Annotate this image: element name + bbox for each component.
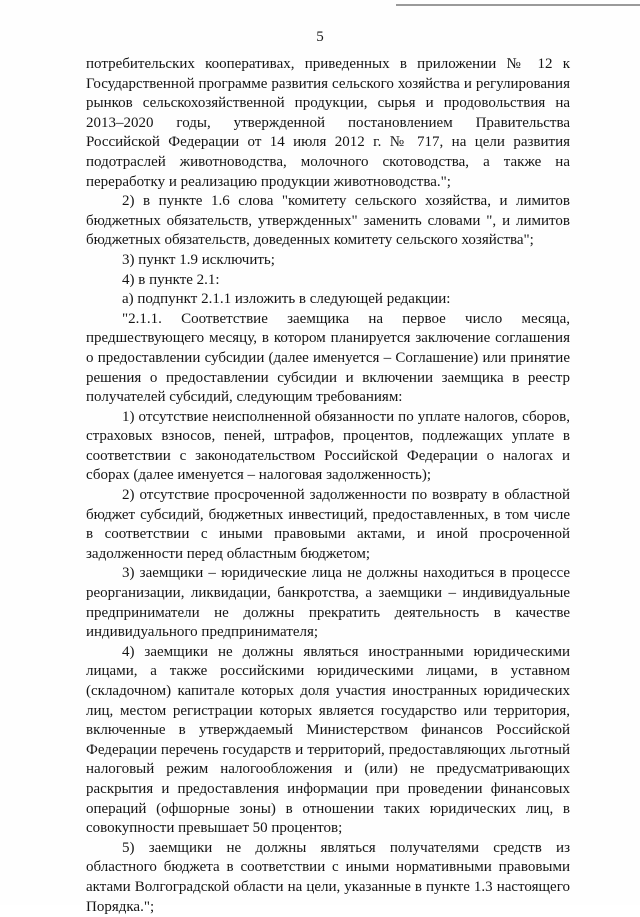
top-edge-line <box>396 4 640 6</box>
paragraph-requirement-1: 1) отсутствие неисполненной обязанности по уплате налогов, сборов, страховых взносов, пеней, штрафов, процентов, подлежащих уплате в соответствии с законодательством Российской Федерации о налогах и сборах (далее именуется – налоговая задолженность); <box>86 408 570 484</box>
paragraph-requirement-2: 2) отсутствие просроченной задолженности по возврату в областной бюджет субсидий, бюджетных инвестиций, предоставленных, в том числе в соответствии с иными правовыми актами, и иной просроченной задолженности перед областным бюджетом; <box>86 487 570 562</box>
paragraph-requirement-4: 4) заемщики не должны являться иностранными юридическими лицами, а также российскими юридическими лицами, в уставном (складочном) капитале которых доля участия иностранных юридических лиц, местом регистрации которых является государство или территория, включенные в утверждаемый Министерством финансов Российской Федерации перечень государств и территорий, предоставляющих льготный налоговый режим налогообложения и (или) не предусматривающих раскрытия и предоставления информации при проведении финансовых операций (офшорные зоны) в отношении таких юридических лиц, в совокупности превышает 50 процентов; <box>86 643 570 837</box>
paragraph-requirement-3: 3) заемщики – юридические лица не должны находиться в процессе реорганизации, ликвидации, банкротства, а заемщики – индивидуальные предприниматели не должны прекратить деятельность в качестве индивидуального предпринимателя; <box>86 565 570 641</box>
paragraph-item-2: 2) в пункте 1.6 слова "комитету сельского хозяйства, и лимитов бюджетных обязательств, утвержденных" заменить словами ", и лимитов бюджетных обязательств, доведенных комитету сельского хозяйства"; <box>86 193 570 249</box>
paragraph-requirement-5: 5) заемщики не должны являться получателями средств из областного бюджета в соответствии с иными нормативными правовыми актами Волгоградской области на цели, указанные в пункте 1.3 настоящего Порядка."; <box>86 839 570 915</box>
paragraph-item-3: 3) пункт 1.9 исключить; <box>122 251 275 268</box>
page-number: 5 <box>316 29 324 45</box>
paragraph-item-4: 4) в пункте 2.1: <box>122 271 220 288</box>
document-body <box>86 55 570 917</box>
paragraph-clause-2-1-1: "2.1.1. Соответствие заемщика на первое число месяца, предшествующего месяцу, в котором планируется заключение соглашения о предоставлении субсидии (далее именуется – Соглашение) или принятие решения о предоставлении субсидии и включении заемщика в реестр получателей субсидий, следующим требованиям: <box>86 310 570 406</box>
paragraph-subitem-a: а) подпункт 2.1.1 изложить в следующей редакции: <box>122 291 451 308</box>
paragraph-continuation: потребительских кооперативах, приведенных в приложении № 12 к Государственной программе развития сельского хозяйства и регулирования рынков сельскохозяйственной продукции, сырья и продовольствия на 2013–2020 годы, утвержденной постановлением Правительства Российской Федерации от 14 июля 2012 г. № 717, на цели развития подотраслей животноводства, молочного скотоводства, а также на переработку и реализацию продукции животноводства."; <box>86 56 570 190</box>
